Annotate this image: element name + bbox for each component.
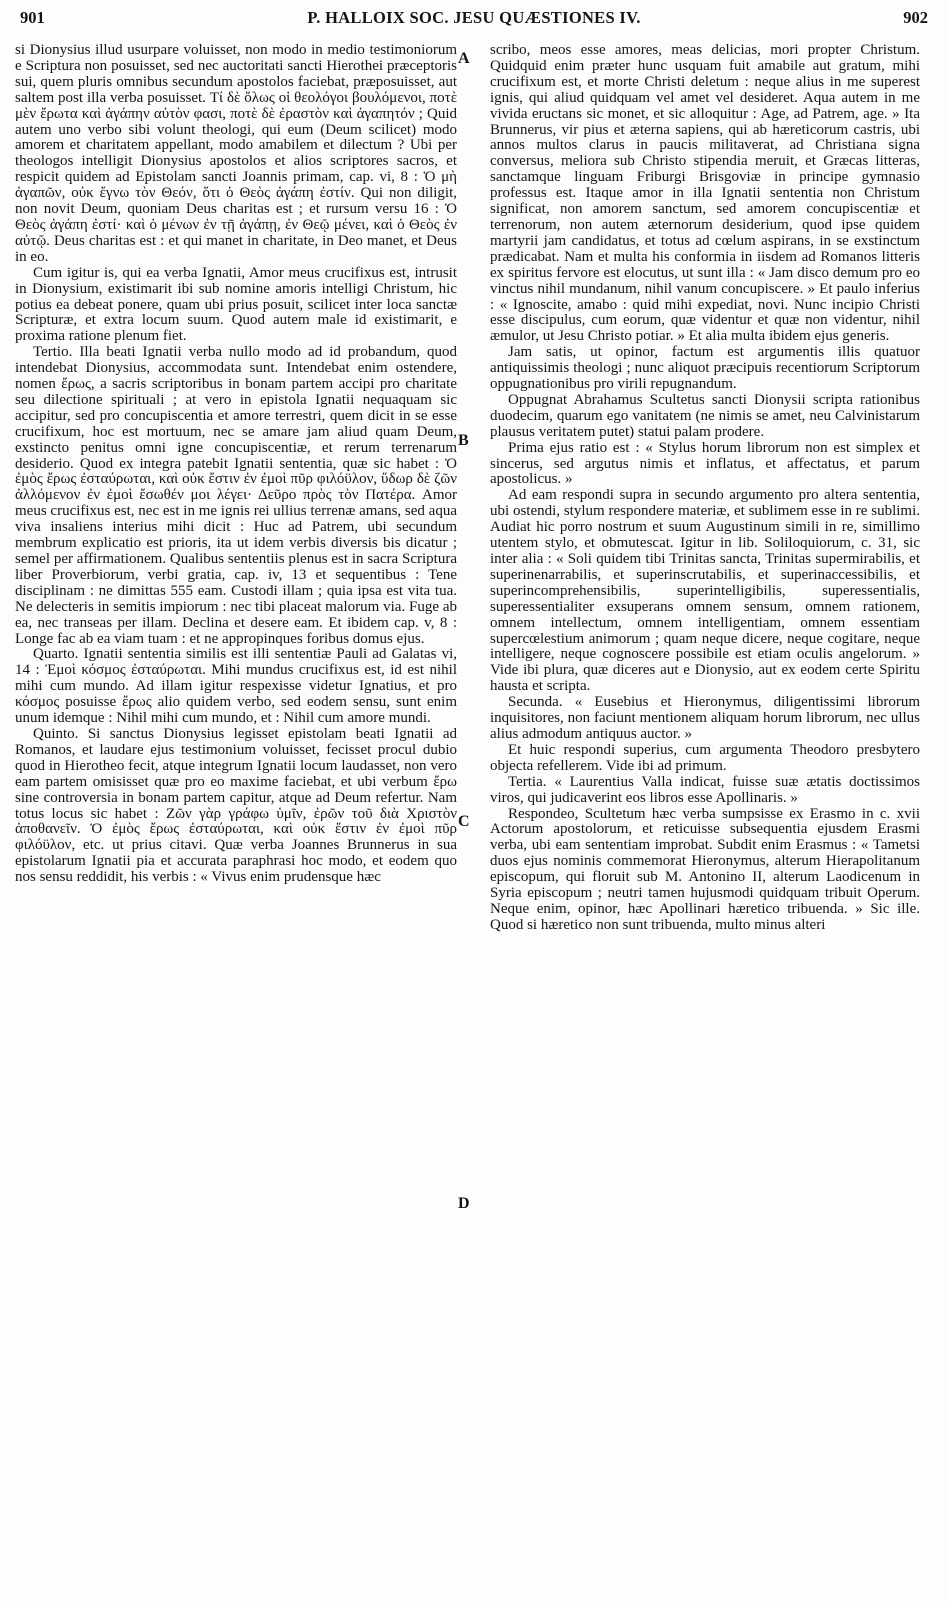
margin-letter-a: A: [458, 50, 470, 67]
paragraph: Tertio. Illa beati Ignatii verba nullo modo ad id probandum, quod intendebat Dionysius, accommodata sunt. Intendebat enim ostendere, nomen ἔρως, a sacris scriptoribus in bonam partem accipi pro charitate seu dilectione spirituali ; at vero in epistola Ignatii nequaquam sic accipitur, sed pro concupiscentia et amore terrestri, quem dicit in se esse crucifixum, hoc est mortuum, nec se amare jam aliud quam Deum, exstincto penitus omni igne concupiscentiæ, et rerum terrenarum desiderio. Quod ex integra patebit Ignatii sententia, quæ sic habet : Ὁ ἐμὸς ἔρως ἐσταύρωται, καὶ οὐκ ἔστιν ἐν ἐμοὶ πῦρ φιλόϋλον, ὕδωρ δὲ ζῶν ἀλλόμενον ἐν ἐμοὶ ἔσωθέν μοι λέγει· Δεῦρο πρὸς τὸν Πατέρα. Amor meus crucifixus est, nec est in me ignis rei ullius terrenæ amans, sed aqua viva insaliens interius mihi dicit : Huc ad Patrem, ubi secundum membrum explicatio est prioris, ita ut idem verbis diversis bis dicatur ; semel per affirmationem. Qualibus sententiis plenus est in sacra Scriptura liber Proverbiorum, verbi gratia, cap. iv, 13 et sequentibus : Tene disciplinam : ne dimittas 555 eam. Custodi illam ; quia ipsa est vita tua. Ne delecteris in semitis impiorum : nec tibi placeat malorum via. Fuge ab ea, nec transeas per illam. Declina et desere eam. Et ibidem cap. v, 8 : Longe fac ab ea viam tuam : et ne appropinques foribus domus ejus.: [15, 344, 457, 647]
margin-letter-c: C: [458, 813, 470, 830]
paragraph: Quinto. Si sanctus Dionysius legisset epistolam beati Ignatii ad Romanos, et laudare ejus testimonium voluisset, fecisset procul dubio quod in Hierotheo fecit, atque integrum Ignatii locum laudasset, non vero eam partem omisisset quæ pro eo maxime faciebat, et ubi verbum ἔρω sine controversia in bonam partem capitur, atque ad Deum refertur. Nam totus locus sic habet : Ζῶν γὰρ γράφω ὑμῖν, ἐρῶν τοῦ διὰ Χριστὸν ἀποθανεῖν. Ὁ ἐμὸς ἔρως ἐσταύρωται, καὶ οὐκ ἔστιν ἐν ἐμοὶ πῦρ φιλόϋλον, etc. ut prius citavi. Quæ verba Joannes Brunnerus in sua epistolarum Ignatii pia et accurata paraphrasi hoc modo, et eodem quo nos sensu reddidit, his verbis : « Vivus enim prudensque hæc: [15, 725, 457, 886]
paragraph: Cum igitur is, qui ea verba Ignatii, Amor meus crucifixus est, intrusit in Dionysium, existimarit ibi sub nomine amoris intelligi Christum, hic potius ea debeat ponere, quam ubi prius posuit, scilicet inter loca sanctæ Scripturæ, et extra locum suum. Quod autem male id existimarit, e proxima ratione plenum fiet.: [15, 264, 457, 345]
running-header: [16, 8, 932, 34]
margin-letter-d: D: [458, 1195, 470, 1212]
paragraph: Prima ejus ratio est : « Stylus horum librorum non est simplex et sincerus, sed argutus nimis et inflatus, et affectatus, et parum apostolicus. »: [490, 439, 920, 488]
margin-letter-b: B: [458, 432, 469, 449]
page-number-left: 901: [20, 8, 45, 27]
left-column: [15, 43, 457, 886]
running-title: P. HALLOIX SOC. JESU QUÆSTIONES IV.: [307, 8, 641, 27]
paragraph: Respondeo, Scultetum hæc verba sumpsisse ex Erasmo in c. xvii Actorum apostolorum, et reticuisse subsequentia ejusdem Erasmi verba, ubi eam sententiam improbat. Subdit enim Erasmus : « Tametsi duos ejus nominis commemorat Hieronymus, alterum Hierapolitanum episcopum, qui floruit sub M. Antonino II, alterum Laodicenum in Syria episcopum ; neutri tamen hujusmodi quidquam tribuit Operum. Neque enim, opinor, hæc Apollinari hæretico tribuenda. » Sic ille. Quod si hæretico non sunt tribuenda, multo minus alteri: [490, 805, 920, 933]
paragraph: Secunda. « Eusebius et Hieronymus, diligentissimi librorum inquisitores, non faciunt mentionem aliquam horum librorum, nec ullus alius admodum antiquus auctor. »: [490, 694, 920, 742]
paragraph: Tertia. « Laurentius Valla indicat, fuisse suæ ætatis doctissimos viros, qui judicaverint eos libros esse Apollinaris. »: [490, 773, 920, 806]
paragraph: Jam satis, ut opinor, factum est argumentis illis quatuor antiquissimis theologi ; nunc aliquot præcipuis recentiorum Scriptorum oppugnationibus pro virili repugnandum.: [490, 344, 920, 393]
paragraph: scribo, meos esse amores, meas delicias, mori propter Christum. Quidquid enim præter hunc usquam fuit amabile aut gratum, mihi crucifixum est, et morte Christi deletum : neque alius in me superest ignis, qui aliud quidquam vel amet vel desideret. Aqua autem in me vivida eructans sic monet, et sic alloquitur : Age, ad Patrem, age. » Ita Brunnerus, vir pius et æterna sapiens, qui ab hæreticorum castris, ubi annos multos clarus in paucis militaverat, ad Christiana signa conversus, meliora sub Christo stipendia meruit, et Græcas litteras, sanctamque linguam Friburgi Brisgoviæ in principe gymnasio professus est. Itaque amor in illa Ignatii sententia non Christum significat, non amorem sanctum, sed amorem concupiscentiæ et terrenorum, non autem æternorum desiderium, quod ipse quidem martyrii jam candidatus, et totus ad cœlum aspirans, in se exstinctum prædicabat. Nam et multa his conformia in iisdem ad Romanos litteris ex spiritus fervore est elocutus, ut sunt illa : « Jam disco demum pro eo vinctus nihil mundanum, nihil vanum concupiscere. » Et paulo inferius : « Ignoscite, amabo : quid mihi expediat, novi. Nunc incipio Christi esse discipulus, cum eorum, quæ videntur et quæ non videntur, nihil æmulor, ut Jesu Christo potiar. » Et alia multa ibidem ejus generis.: [490, 42, 920, 345]
paragraph: Ad eam respondi supra in secundo argumento pro altera sententia, ubi ostendi, stylum respondere materiæ, et sublimem esse in re sublimi. Audiat hic porro nostrum et suum Augustinum simili in re, simillimo utentem stylo, et obmutescat. Igitur in lib. Soliloquiorum, c. 31, sic inter alia : « Soli quidem tibi Trinitas sancta, Trinitas supermirabilis, et superinenarrabilis, et superinscrutabilis, et superinaccessibilis, et superincomprehensibilis, superintelligibilis, superessentialis, superessentialiter exsuperans omnem sensum, omnem rationem, omnem intellectum, omnem intelligentiam, omnem essentiam supercœlestium animorum ; quam neque dicere, neque cogitare, neque intelligere, neque cognoscere possibile est etiam oculis angelorum. » Vide ibi plura, quæ diceres aut e Dionysio, aut ex eodem certe Spiritu hausta et scripta.: [490, 487, 920, 695]
paragraph: Oppugnat Abrahamus Scultetus sancti Dionysii scripta rationibus duodecim, quarum ego vanitatem (ne nimis se amet, neu Calvinistarum plausus veritatem putet) statui palam prodere.: [490, 391, 920, 440]
paragraph: si Dionysius illud usurpare voluisset, non modo in medio testimoniorum e Scriptura non posuisset, sed nec auctoritati sancti Hierothei præceptoris sui, quem pluris omnibus secundum apostolos faciebat, præposuisset, aut saltem post illa verba posuisset. Τί δὲ ὅλως οἱ θεολόγοι βουλόμενοι, ποτὲ μὲν ἔρωτα καὶ ἀγάπην αὐτὸν φασι, ποτὲ δὲ ἐραστὸν καὶ ἀγαπητόν ; Quid autem uno verbo sibi volunt theologi, qui eum (Deum scilicet) modo amorem et charitatem appellant, modo amabilem et dilectum ? Ubi per theologos intelligit Dionysius apostolos et alios scriptores sacros, et respicit quidem ad Epistolam sancti Joannis primam, cap. vi, 8 : Ὁ μὴ ἀγαπῶν, οὐκ ἔγνω τὸν Θεόν, ὅτι ὁ Θεὸς ἀγάπη ἐστίν. Qui non diligit, non novit Deum, quoniam Deus charitas est ; et rursum versu 16 : Ὁ Θεὸς ἀγάπη ἐστί· καὶ ὁ μένων ἐν τῇ ἀγάπῃ, ἐν Θεῷ μένει, καὶ ὁ Θεὸς ἐν αὐτῷ. Deus charitas est : et qui manet in charitate, in Deo manet, et Deus in eo.: [15, 42, 457, 265]
right-column: [490, 43, 920, 934]
paragraph: Et huic respondi superius, cum argumenta Theodoro presbytero objecta refellerem. Vide ibi ad primum.: [490, 741, 920, 774]
paragraph: Quarto. Ignatii sententia similis est illi sententiæ Pauli ad Galatas vi, 14 : Ἐμοὶ κόσμος ἐσταύρωται. Mihi mundus crucifixus est, id est nihil mihi cum mundo. Ad illam igitur respexisse videtur Ignatius, et pro κόσμος posuisse ἔρως alio quidem verbo, sed eodem sensu, sunt enim unum idemque : Nihil mihi cum mundo, et : Nihil cum amore mundi.: [15, 646, 457, 727]
page-number-right: 902: [903, 8, 928, 27]
